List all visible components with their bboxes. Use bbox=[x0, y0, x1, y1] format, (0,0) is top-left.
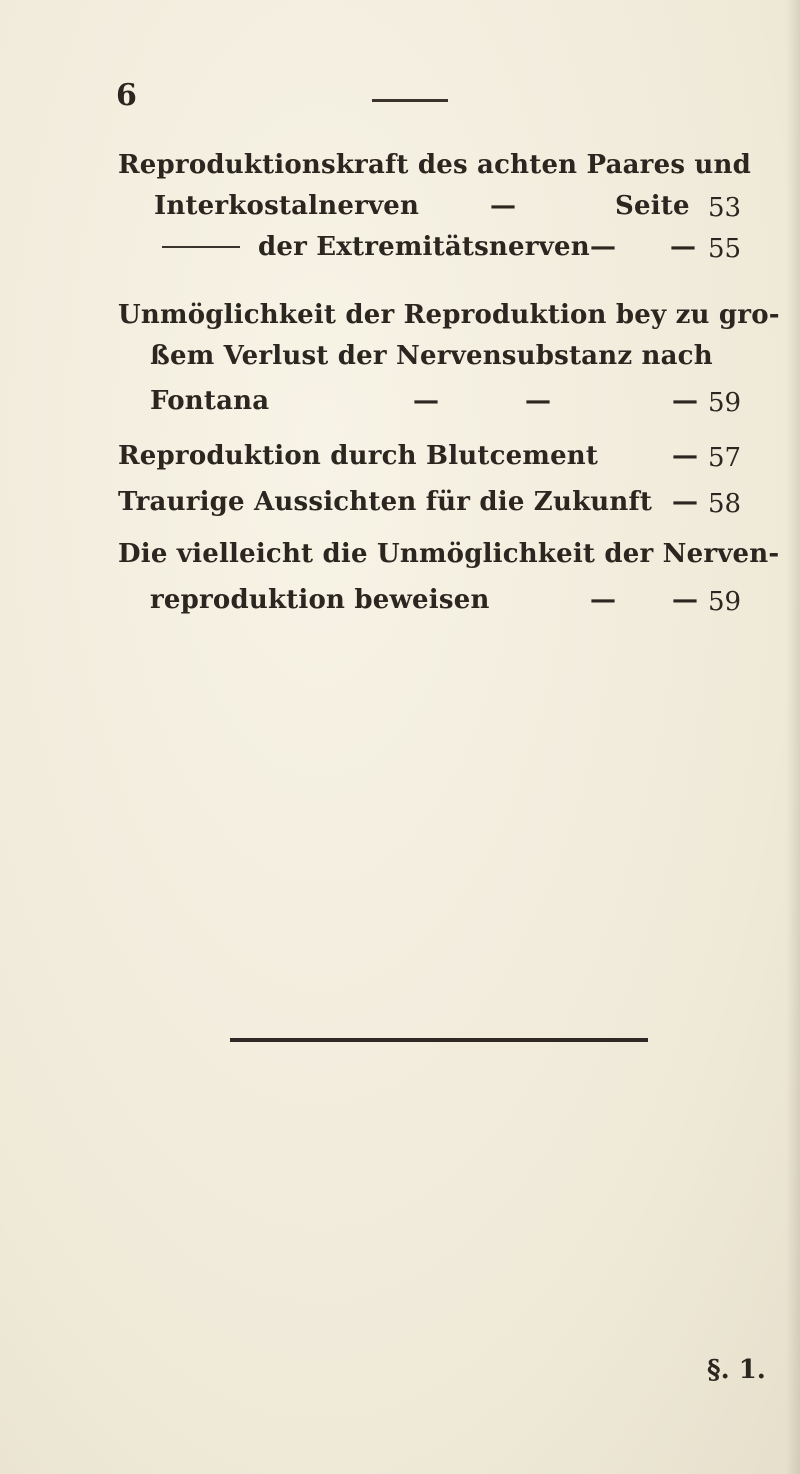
toc-dash: — bbox=[672, 487, 698, 517]
toc-entry-3-line-2: ßem Verlust der Nervensubstanz nach bbox=[150, 341, 713, 371]
section-divider-rule bbox=[230, 1038, 648, 1042]
toc-dash: — bbox=[672, 441, 698, 471]
toc-entry-6-line-2: reproduktion beweisen bbox=[150, 585, 490, 615]
toc-entry-6-line-1: Die vielleicht die Unmöglichkeit der Nerven- bbox=[118, 539, 780, 569]
toc-entry-5-line-1: Traurige Aussichten für die Zukunft bbox=[118, 487, 653, 517]
toc-page-number: 58 bbox=[708, 489, 742, 519]
toc-page-number: 59 bbox=[708, 587, 742, 617]
toc-dash: — bbox=[590, 232, 616, 262]
toc-entry-1-line-1: Reproduktionskraft des achten Paares und bbox=[118, 150, 752, 180]
header-rule bbox=[372, 99, 448, 102]
toc-entry-1-line-2: Interkostalnerven bbox=[154, 191, 420, 221]
toc-page-number: 55 bbox=[708, 234, 742, 264]
toc-entry-4-line-1: Reproduktion durch Blutcement bbox=[118, 441, 599, 471]
catchword: §. 1. bbox=[707, 1355, 766, 1385]
toc-page-number: 53 bbox=[708, 193, 742, 223]
page-edge-shadow bbox=[786, 0, 800, 1474]
toc-dash: — bbox=[672, 386, 698, 416]
toc-dash: — bbox=[490, 191, 516, 221]
page-number: 6 bbox=[116, 78, 137, 113]
toc-entry-3-line-1: Unmöglichkeit der Reproduktion bey zu gro- bbox=[118, 300, 780, 330]
toc-entry-3-line-3: Fontana bbox=[150, 386, 270, 416]
toc-page-number: 59 bbox=[708, 388, 742, 418]
toc-page-number: 57 bbox=[708, 443, 742, 473]
toc-dash: — bbox=[413, 386, 439, 416]
toc-dash: — bbox=[590, 585, 616, 615]
toc-entry-2-line-1: der Extremitätsnerven bbox=[258, 232, 590, 262]
toc-dash: — bbox=[670, 232, 696, 262]
toc-dash: — bbox=[672, 585, 698, 615]
toc-page-label: Seite bbox=[615, 191, 690, 221]
leader-rule bbox=[162, 246, 240, 248]
toc-dash: — bbox=[525, 386, 551, 416]
